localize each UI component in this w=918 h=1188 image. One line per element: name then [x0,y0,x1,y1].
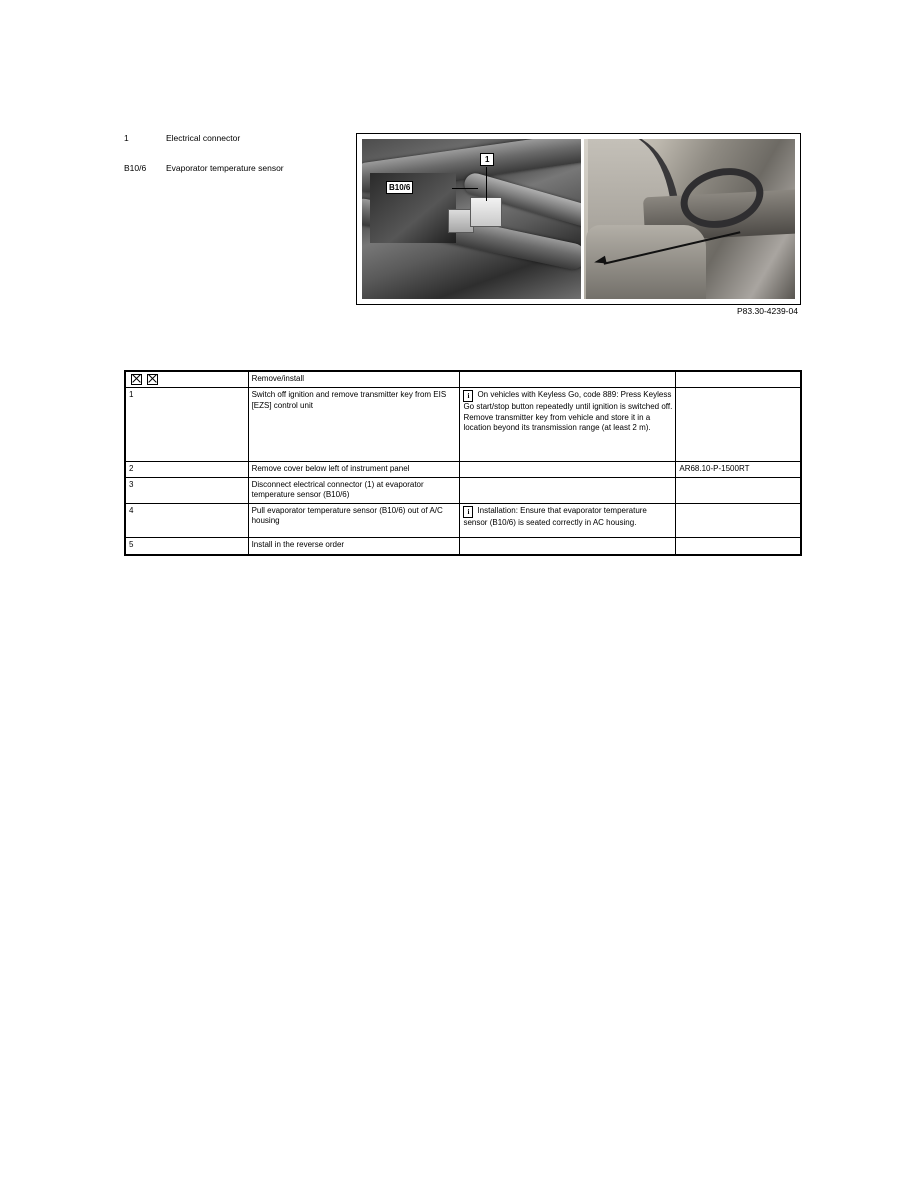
cell-work-description: Pull evaporator temperature sensor (B10/6) out of A/C housing [248,503,460,537]
legend-item-label: Electrical connector [166,133,241,143]
cell-work-description: Remove cover below left of instrument panel [248,462,460,478]
legend-item-key: B10/6 [124,163,147,173]
cell-step-number: 4 [125,503,248,537]
cell-step-number: 1 [125,388,248,462]
cell-reference [676,503,801,537]
cell-work-description: Switch off ignition and remove transmitter key from EIS [EZS] control unit [248,388,460,462]
legend-item-label: Evaporator temperature sensor [166,163,284,173]
legend-item [124,132,344,144]
cell-step-number: 2 [125,462,248,478]
callout-leader-line [486,167,487,201]
figure-legend [124,132,344,192]
cell-work-description: Install in the reverse order [248,537,460,555]
cell-reference [676,477,801,503]
cell-work-description: Disconnect electrical connector (1) at evaporator temperature sensor (B10/6) [248,477,460,503]
callout-label-1: 1 [480,153,494,166]
info-icon: i [463,506,473,518]
cell-reference [676,388,801,462]
legend-item [124,162,344,174]
table-header-row [125,371,801,388]
legend-item-key: 1 [124,133,129,143]
cell-note [460,477,676,503]
figure-images [362,139,795,299]
cell-step-number: 3 [125,477,248,503]
remove-install-icon [147,374,158,385]
cell-step-number: 5 [125,537,248,555]
header-cell-note [460,371,676,388]
cell-note [460,537,676,555]
photo-evaporator-sensor-location [362,139,581,299]
callout-leader-line [452,188,478,189]
cell-note [460,462,676,478]
figure-panel [356,133,801,305]
table-row [125,477,801,503]
header-cell-work: Remove/install [248,371,460,388]
callout-label-b106: B10/6 [386,181,413,194]
info-icon: i [463,390,473,402]
cell-note-text: On vehicles with Keyless Go, code 889: Press Keyless Go start/stop button repeatedly until ignition is switched off. Remove transmitter key from vehicle and store it in a location beyond its transmission range (at least 2 m). [463,390,673,432]
table-row [125,462,801,478]
photo-vehicle-interior [584,139,795,299]
figure-reference-code: P83.30-4239-04 [737,306,798,316]
header-cell-ref [676,371,801,388]
table-row [125,503,801,537]
procedure-table [124,370,802,556]
table-row [125,537,801,555]
header-cell-icons [125,371,248,388]
electrical-connector-body [470,197,502,227]
cell-reference [676,537,801,555]
cell-note [460,503,676,537]
cell-note-text: Installation: Ensure that evaporator temperature sensor (B10/6) is seated correctly in AC housing. [463,505,647,527]
table-row [125,388,801,462]
remove-install-icon [131,374,142,385]
cell-note [460,388,676,462]
cell-reference: AR68.10-P-1500RT [676,462,801,478]
